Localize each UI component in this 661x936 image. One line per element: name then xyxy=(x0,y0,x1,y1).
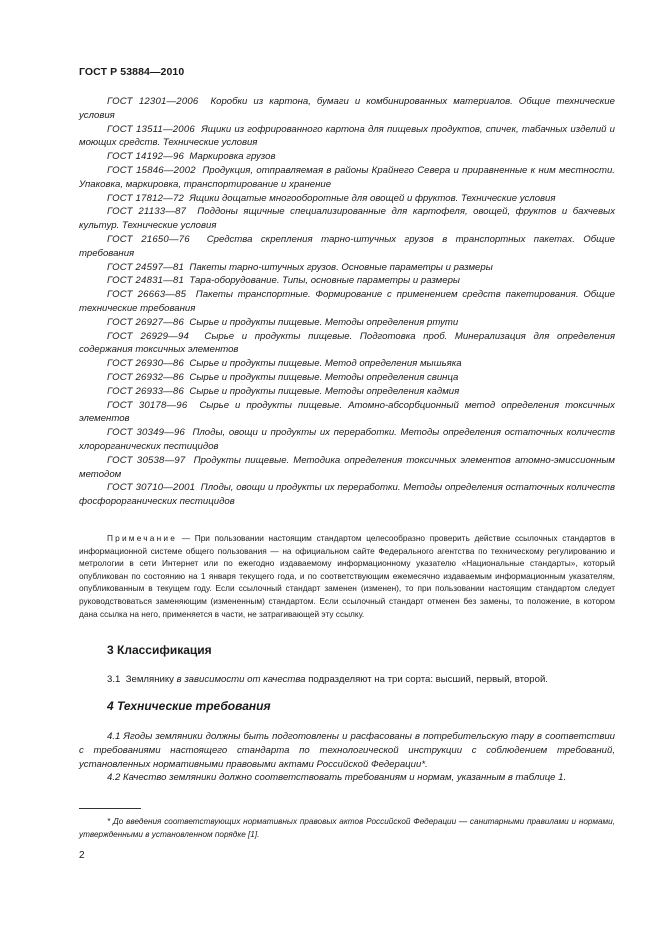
reference-code: ГОСТ 21650—76 xyxy=(107,233,190,245)
reference-code: ГОСТ 14192—96 xyxy=(107,151,185,163)
reference-code: ГОСТ 26933—86 xyxy=(107,385,185,397)
reference-code: ГОСТ 26930—86 xyxy=(107,358,185,370)
reference-item xyxy=(79,192,615,206)
reference-title: Пакеты тарно-штучных грузов. Основные параметры и размеры xyxy=(189,261,493,273)
reference-code: ГОСТ 26932—86 xyxy=(107,371,185,383)
reference-title: Коробки из картона, бумаги и комбинированных материалов. Общие технические условия xyxy=(79,96,615,121)
reference-item xyxy=(79,330,615,358)
reference-code: ГОСТ 30538—97 xyxy=(107,454,186,466)
reference-item xyxy=(79,261,615,275)
reference-item xyxy=(79,371,615,385)
reference-code: ГОСТ 21133—87 xyxy=(107,206,187,218)
reference-code: ГОСТ 24597—81 xyxy=(107,261,185,273)
reference-code: ГОСТ 26929—94 xyxy=(107,330,190,342)
reference-code: ГОСТ 13511—2006 xyxy=(107,123,195,135)
section-3-heading: 3 Классификация xyxy=(107,643,212,657)
reference-code: ГОСТ 26927—86 xyxy=(107,316,185,328)
normative-references-list xyxy=(79,95,615,509)
document-header: ГОСТ Р 53884—2010 xyxy=(79,66,185,78)
clause-text-end: подразделяют на три сорта: высший, первый, второй. xyxy=(308,674,548,685)
reference-title: Продукты пищевые. Методика определения токсичных элементов атомно-эмиссионным методом xyxy=(79,454,615,480)
reference-title: Сырье и продукты пищевые. Методы определения ртути xyxy=(189,316,459,328)
reference-title: Маркировка грузов xyxy=(189,151,276,163)
clause-text-start: Землянику xyxy=(125,674,174,685)
section-4-paragraph-1: 4.1 Ягоды земляники должны быть подготовлены и расфасованы в потребительскую тару в соответствии с требованиями настоящего стандарта по технологической инструкции с соблюдением требований, установленных нормативными правовыми актами Российской Федерации*. xyxy=(79,731,615,770)
reference-item xyxy=(79,399,615,427)
footnote: * До введения соответствующих нормативных правовых актов Российской Федерации — санитарными правилами и нормами, утвержденными в установленном порядке [1]. xyxy=(79,817,615,839)
reference-item xyxy=(79,164,615,192)
reference-code: ГОСТ 15846—2002 xyxy=(107,164,196,176)
reference-title: Тара-оборудование. Типы, основные параметры и размеры xyxy=(189,275,460,287)
clause-italic-term: в зависимости от качества xyxy=(176,674,306,685)
section-4-heading: 4 Технические требования xyxy=(107,699,271,713)
reference-code: ГОСТ 30178—96 xyxy=(107,399,188,411)
reference-item xyxy=(79,205,615,233)
reference-item xyxy=(79,95,615,123)
reference-title: Сырье и продукты пищевые. Методы определения свинца xyxy=(189,371,459,383)
reference-item xyxy=(79,150,615,164)
reference-title: Сырье и продукты пищевые. Метод определения мышьяка xyxy=(189,358,462,370)
reference-code: ГОСТ 26663—85 xyxy=(107,289,187,301)
reference-item xyxy=(79,357,615,371)
note-text: — При пользовании настоящим стандартом целесообразно проверить действие ссылочных стандартов в информационной системе общего пользования — на официальном сайте Федерального агентства по техническому регулированию и метрологии в сети Интернет или по ежегодно издаваемому информационному указателю «Национальные стандарты», который опубликован по состоянию на 1 января текущего года, и по соответствующим ежемесячно издаваемым информационным указателям, опубликованным в текущем году. Если ссылочный стандарт заменен (изменен), то при пользовании настоящим стандартом следует руководствоваться заменяющим (измененным) стандартом. Если ссылочный стандарт отменен без замены, то положение, в котором дана ссылка на него, применяется в части, не затрагивающей эту ссылку. xyxy=(79,533,615,619)
reference-code: ГОСТ 30349—96 xyxy=(107,427,186,439)
reference-title: Ящики дощатые многооборотные для овощей и фруктов. Технические условия xyxy=(189,192,556,204)
section-3-paragraph-1 xyxy=(79,674,615,685)
reference-title: Плоды, овощи и продукты их переработки. Методы определения остаточных количеств хлорорганических пестицидов xyxy=(79,427,615,452)
reference-code: ГОСТ 17812—72 xyxy=(107,192,185,204)
reference-title: Пакеты транспортные. Формирование с применением средств пакетирования. Общие технические требования xyxy=(79,289,616,314)
reference-title: Плоды, овощи и продукты их переработки. Методы определения остаточных количеств фосфорорганических пестицидов xyxy=(79,482,615,508)
reference-title: Сырье и продукты пищевые. Атомно-абсорбционный метод определения токсичных элементов xyxy=(79,399,615,425)
reference-item xyxy=(79,481,615,509)
footnote-divider xyxy=(79,808,141,809)
reference-code: ГОСТ 24831—81 xyxy=(107,275,185,287)
reference-code: ГОСТ 12301—2006 xyxy=(107,96,199,107)
reference-title: Ящики из гофрированного картона для пищевых продуктов, спичек, табачных изделий и моющих средств. Технические условия xyxy=(79,123,615,149)
reference-title: Продукция, отправляемая в районы Крайнего Севера и приравненные к ним местности. Упаковка, маркировка, транспортирование и хранение xyxy=(79,164,615,190)
reference-item xyxy=(79,385,615,399)
reference-item xyxy=(79,316,615,330)
section-4-paragraph-2: 4.2 Качество земляники должно соответствовать требованиям и нормам, указанным в таблице 1. xyxy=(107,772,567,783)
note-label: Примечание xyxy=(107,533,178,543)
reference-title: Сырье и продукты пищевые. Подготовка проб. Минерализация для определения содержания токсичных элементов xyxy=(79,330,615,356)
clause-number: 3.1 xyxy=(107,674,121,685)
reference-item xyxy=(79,288,615,316)
reference-item xyxy=(79,123,615,151)
reference-title: Средства скрепления тарно-штучных грузов в транспортных пакетах. Общие требования xyxy=(79,233,615,259)
reference-item xyxy=(79,233,615,261)
reference-item xyxy=(79,426,615,454)
reference-title: Поддоны ящичные специализированные для картофеля, овощей, фруктов и бахчевых культур. Технические условия xyxy=(79,206,616,232)
note-paragraph xyxy=(79,532,615,620)
reference-item xyxy=(79,274,615,288)
page-number: 2 xyxy=(79,850,85,861)
reference-code: ГОСТ 30710—2001 xyxy=(107,482,196,494)
reference-item xyxy=(79,454,615,482)
reference-title: Сырье и продукты пищевые. Методы определения кадмия xyxy=(189,385,460,397)
